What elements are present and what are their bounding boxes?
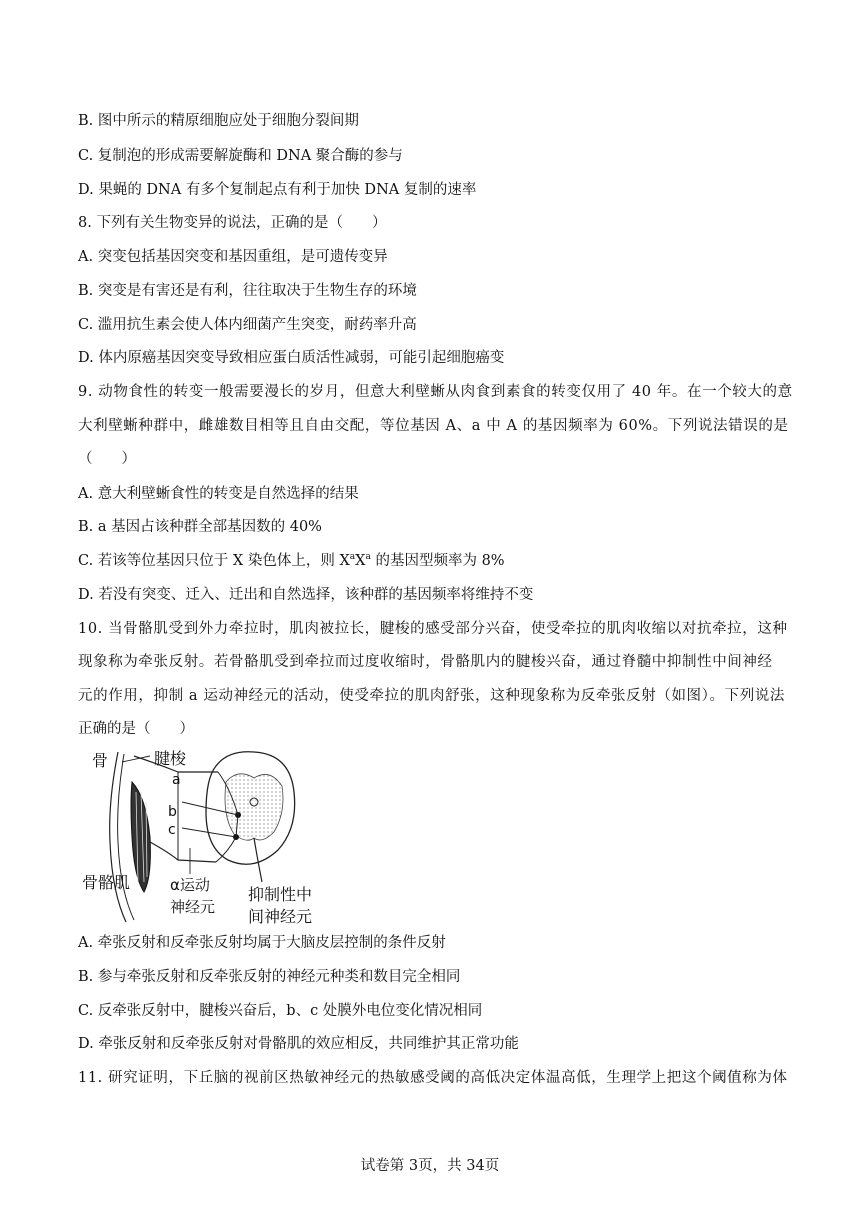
option-7c: C. 复制泡的形成需要解旋酶和 DNA 聚合酶的参与	[78, 148, 403, 164]
option-9c-text: X	[355, 553, 366, 569]
label-b: b	[168, 804, 177, 820]
question-10-line4: 正确的是（ ）	[78, 721, 194, 737]
question-10-line1: 10. 当骨骼肌受到外力牵拉时，肌肉被拉长，腱梭的感受部分兴奋，使受牵拉的肌肉收缩以对抗牵拉，这种	[78, 621, 788, 637]
interneuron-pointer	[254, 838, 262, 882]
option-8c: C. 滥用抗生素会使人体内细菌产生突变，耐药率升高	[78, 317, 417, 333]
label-muscle: 骨骼肌	[82, 873, 131, 892]
option-8d: D. 体内原癌基因突变导致相应蛋白质活性减弱，可能引起细胞癌变	[78, 350, 505, 366]
option-8a: A. 突变包括基因突变和基因重组，是可遗传变异	[78, 249, 388, 265]
option-9c	[78, 551, 505, 571]
label-spindle: 腱梭	[154, 749, 187, 768]
label-a: a	[172, 772, 181, 788]
question-9-line2: 大利壁蜥种群中，雌雄数目相等且自由交配，等位基因 A、a 中 A 的基因频率为 60%。下列说法错误的是	[78, 418, 789, 434]
label-motor-neuron-2: 神经元	[170, 898, 216, 916]
label-bone: 骨	[92, 751, 109, 770]
label-c: c	[168, 822, 176, 838]
option-9c-text: 的基因型频率为 8%	[370, 553, 505, 569]
question-9-line3: （ ）	[78, 451, 136, 467]
option-10d: D. 牵张反射和反牵张反射对骨骼肌的效应相反，共同维护其正常功能	[78, 1036, 519, 1052]
question-8: 8. 下列有关生物变异的说法，正确的是（ ）	[78, 215, 387, 231]
label-interneuron-2: 间神经元	[248, 907, 313, 926]
option-9c-text: C. 若该等位基因只位于 X 染色体上，则 X	[78, 553, 350, 569]
superscript: a	[349, 552, 356, 563]
gray-matter	[225, 774, 283, 840]
page-footer: 试卷第 3页，共 34页	[360, 1158, 500, 1174]
label-interneuron-1: 抑制性中	[248, 885, 313, 904]
question-10-line3: 元的作用，抑制 a 运动神经元的活动，使受牵拉的肌肉舒张，这种现象称为反牵张反射（如图）。下列说法	[78, 688, 786, 704]
option-8b: B. 突变是有害还是有利，往往取决于生物生存的环境	[78, 283, 417, 299]
superscript: a	[365, 552, 371, 563]
question-10-line2: 现象称为牵张反射。若骨骼肌受到牵拉而过度收缩时，骨骼肌内的腱梭兴奋，通过脊髓中抑制性中间神经	[78, 654, 773, 670]
option-10c: C. 反牵张反射中，腱梭兴奋后，b、c 处膜外电位变化情况相同	[78, 1003, 483, 1019]
question-9-line1: 9. 动物食性的转变一般需要漫长的岁月，但意大利壁蜥从肉食到素食的转变仅用了 40 年。在一个较大的意	[78, 384, 793, 400]
nerve-fiber	[150, 842, 216, 862]
option-9b: B. a 基因占该种群全部基因数的 40%	[78, 519, 322, 535]
reflex-diagram	[78, 742, 340, 928]
muscle-shape	[131, 782, 150, 892]
option-7d: D. 果蝇的 DNA 有多个复制起点有利于加快 DNA 复制的速率	[78, 182, 477, 198]
option-9a: A. 意大利壁蜥食性的转变是自然选择的结果	[78, 486, 359, 502]
label-motor-neuron-1: α运动	[170, 876, 210, 894]
question-11-line1: 11. 研究证明，下丘脑的视前区热敏神经元的热敏感受阈的高低决定体温高低，生理学上把这个阈值称为体	[78, 1070, 788, 1086]
option-9d: D. 若没有突变、迁入、迁出和自然选择，该种群的基因频率将维持不变	[78, 587, 534, 603]
option-10b: B. 参与牵张反射和反牵张反射的神经元种类和数目完全相同	[78, 969, 461, 985]
option-10a: A. 牵张反射和反牵张反射均属于大脑皮层控制的条件反射	[78, 935, 446, 951]
option-7b: B. 图中所示的精原细胞应处于细胞分裂间期	[78, 113, 359, 129]
